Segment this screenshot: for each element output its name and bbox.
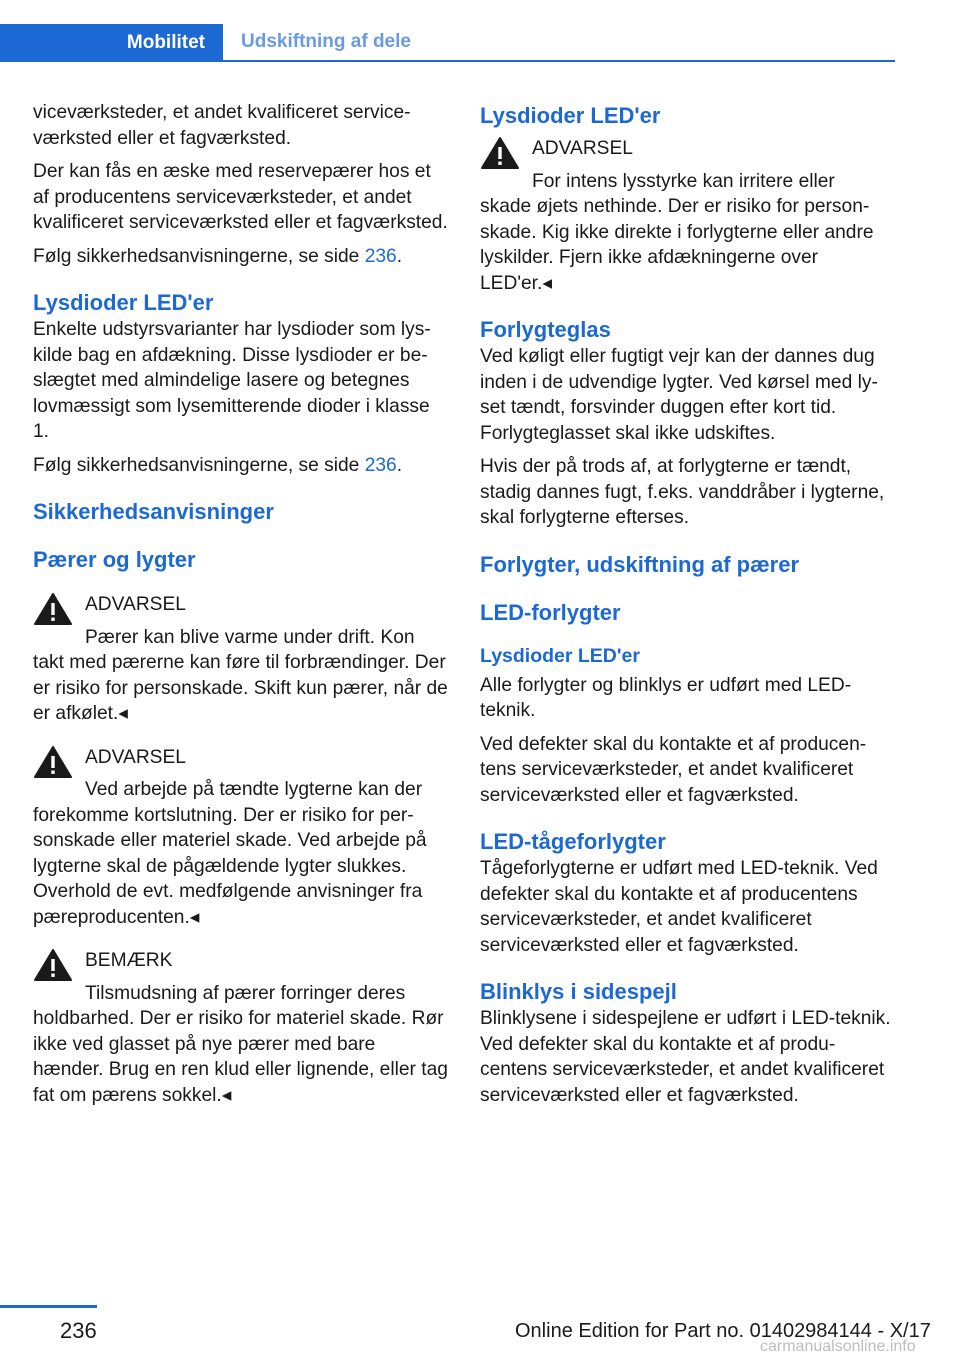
notice-text: Tilsmudsning af pærer forringer deres [85, 982, 406, 1004]
left-column [33, 100, 448, 1122]
warning-title: ADVARSEL [85, 594, 186, 615]
tab-udskiftning-af-dele[interactable]: Udskiftning af dele [223, 24, 895, 62]
warning-text: For intens lysstyrke kan irritere eller [532, 170, 835, 192]
heading-blinklys-sidespejl: Blinklys i sidespejl [480, 979, 677, 1004]
warning-icon [33, 948, 73, 982]
page-link[interactable]: 236 [364, 245, 397, 267]
warning-title: ADVARSEL [532, 138, 633, 159]
heading-led-taageforlygter: LED-tågeforlygter [480, 829, 666, 854]
paragraph: Ved køligt eller fugtigt vejr kan der dannes dug inden i de udvendige lygter. Ved kørsel med lyset tændt, forsvinder duggen efter kort tid. Forlygteglasset skal ikke udskiftes. [480, 346, 878, 444]
notice-text: holdbarhed. Der er risiko for materiel skade. Rør ikke ved glasset på nye pærer med bare hænder. Brug en ren klud eller lignende, eller tag fat om pærens sokkel.◂ [33, 1008, 448, 1106]
warning-box [480, 136, 895, 296]
watermark: carmanualsonline.info [760, 1338, 916, 1355]
warning-text: skade øjets nethinde. Der er risiko for personskade. Kig ikke direkte i forlygterne eller andre lyskilder. Fjern ikke afdækningerne over LED'er.◂ [480, 196, 874, 294]
paragraph: Enkelte udstyrsvarianter har lysdioder som lyskilde bag en afdækning. Disse lysdioder er beslægtet med almindelige lasere og betegnes lovmæssigt som lysemitterende dioder i klasse 1. [33, 319, 431, 442]
paragraph: Hvis der på trods af, at forlygterne er tændt, stadig dannes fugt, f.eks. vanddråber i lygterne, skal forlygterne efterses. [480, 456, 885, 528]
paragraph: Blinklysene i sidespejlene er udført i LED-teknik. Ved defekter skal du kontakte et af producentens serviceværksteder, et andet kvalificeret serviceværksted eller et fagværksted. [480, 1008, 891, 1106]
notice-title: BEMÆRK [85, 950, 173, 971]
warning-box [33, 745, 448, 931]
heading-led-forlygter: LED-forlygter [480, 599, 621, 625]
heading-forlygteglas: Forlygteglas [480, 317, 611, 342]
paragraph: Tågeforlygterne er udført med LED-teknik. Ved defekter skal du kontakte et af producentens serviceværksteder, et andet kvalificeret serviceværksted eller et fagværksted. [480, 858, 878, 956]
right-column [480, 100, 895, 1116]
edition-info: Online Edition for Part no. 01402984144 - X/17 [515, 1320, 931, 1342]
footer-rule [0, 1305, 97, 1308]
warning-text: takt med pærerne kan føre til forbrændinger. Der er risiko for personskade. Skift kun pærer, når de er afkølet.◂ [33, 652, 448, 724]
notice-box [33, 948, 448, 1108]
paragraph: Følg sikkerhedsanvisningerne, se side 236. [33, 245, 403, 267]
warning-title: ADVARSEL [85, 746, 186, 768]
warning-text: Pærer kan blive varme under drift. Kon [85, 626, 415, 648]
page-number: 236 [60, 1318, 97, 1343]
heading-sikkerhedsanvisninger: Sikkerhedsanvisninger [33, 499, 274, 524]
heading-lysdioder: Lysdioder LED'er [480, 103, 661, 128]
warning-text: Ved arbejde på tændte lygterne kan der [85, 779, 423, 800]
paragraph: Der kan fås en æske med reservepærer hos et af producentens serviceværksteder, et andet kvalificeret serviceværksted eller et fagværksted. [33, 161, 448, 233]
header-tabs [0, 24, 895, 62]
heading-paerer-og-lygter: Pærer og lygter [33, 547, 196, 572]
paragraph: viceværksteder, et andet kvalificeret serviceværksted eller et fagværksted. [33, 102, 411, 149]
heading-forlygter-udskiftning: Forlygter, udskiftning af pærer [480, 551, 800, 577]
subheading-lysdioder: Lysdioder LED'er [480, 644, 640, 667]
warning-text: forekomme kortslutning. Der er risiko for personskade eller materiel skade. Ved arbejde på lygterne skal de pågældende lygter slukkes. Overhold de evt. medfølgende anvisninger fra pæreproducenten.◂ [33, 804, 427, 928]
warning-icon [480, 136, 520, 170]
paragraph: Alle forlygter og blinklys er udført med LED-teknik. [480, 674, 852, 721]
tab-mobilitet[interactable]: Mobilitet [0, 24, 223, 62]
page-link[interactable]: 236 [364, 454, 397, 476]
warning-icon [33, 745, 73, 779]
warning-icon [33, 592, 73, 626]
paragraph: Ved defekter skal du kontakte et af producentens serviceværksteder, et andet kvalificeret serviceværksted eller et fagværksted. [480, 733, 867, 806]
heading-lysdioder: Lysdioder LED'er [33, 290, 214, 315]
warning-box [33, 592, 448, 727]
paragraph: Følg sikkerhedsanvisningerne, se side 236. [33, 454, 403, 476]
